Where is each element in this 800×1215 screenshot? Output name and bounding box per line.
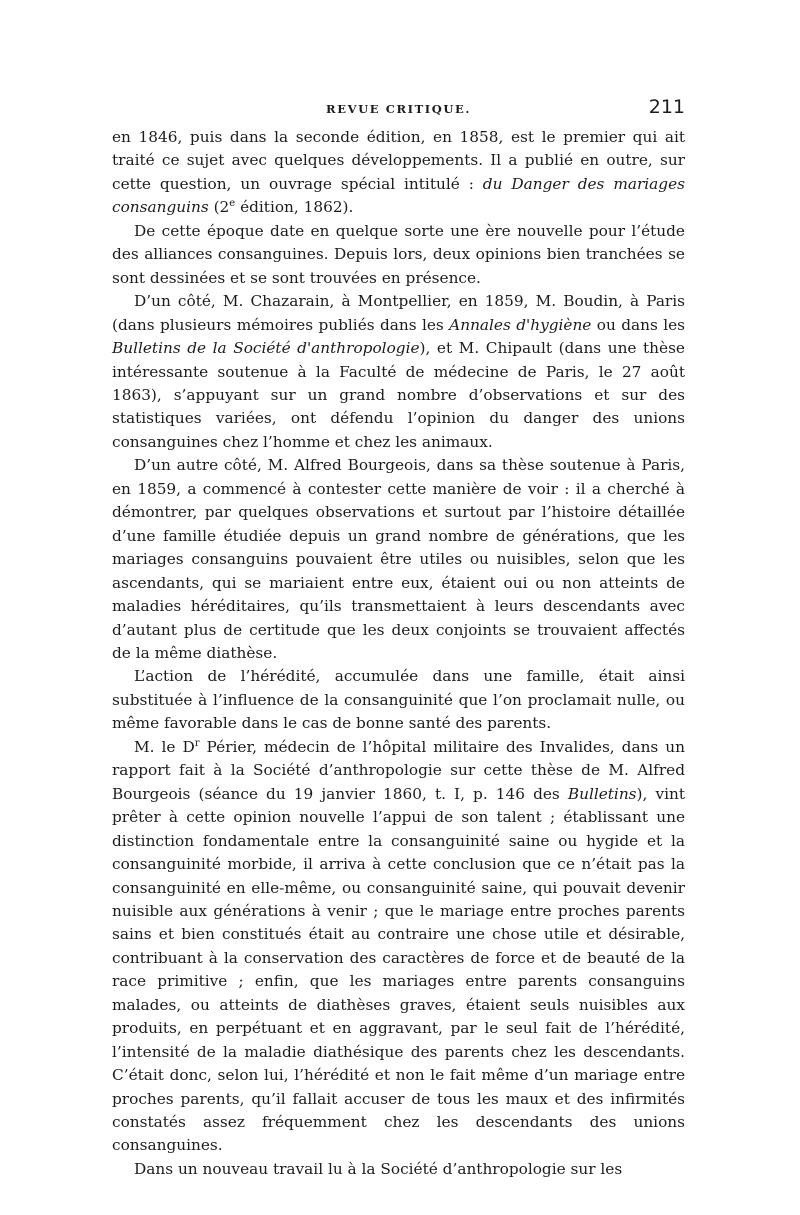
text-run: D’un côté, M. Chazarain, à Montpellier, en 1859, M. Boudin, à Paris (dans plusieurs mémoires publiés dans les	[112, 292, 685, 334]
running-title: REVUE CRITIQUE.	[326, 102, 471, 116]
text-run: ), vint prêter à cette opinion nouvelle l’appui de son talent ; établissant une distinction fondamentale entre la consanguinité saine ou hygide et la consanguinité morbide, il arriva à cette conclusion que ce n’était pas la consanguinité en elle-même, ou consanguinité saine, qui pouvait devenir nuisible aux générations à venir ; que le mariage entre proches parents sains et bien constitués était au contraire une chose utile et désirable, contribuant à la conservation des caractères de force et de beauté de la race primitive ; enfin, que les mariages entre parents consanguins malades, ou atteints de diathèses graves, étaient seuls nuisibles aux produits, en perpétuant et en aggravant, par le seul fait de l’hérédité, l’intensité de la maladie diathésique des parents chez les descendants. C’était donc, selon lui, l’hérédité et non le fait même d’un mariage entre proches parents, qu’il fallait accuser de tous les maux et des infirmités constatés assez fréquemment chez les descendants des unions consanguines.	[112, 784, 685, 1155]
page-number: 211	[648, 96, 685, 118]
paragraph	[112, 736, 685, 1158]
running-head	[112, 96, 685, 122]
text-run: D’un autre côté, M. Alfred Bourgeois, dans sa thèse soutenue à Paris, en 1859, a commencé à contester cette manière de voir : il a cherché à démontrer, par quelques observations et surtout par l’histoire détaillée d’une famille étudiée depuis un grand nombre de générations, que les mariages consanguins pouvaient être utiles ou nuisibles, selon que les ascendants, qui se mariaient entre eux, étaient oui ou non atteints de maladies héréditaires, qu’ils transmettaient à leurs descendants avec d’autant plus de certitude que les deux conjoints se trouvaient affectés de la même diathèse.	[112, 456, 685, 662]
paragraph	[112, 126, 685, 220]
italic-text: Bulletins	[567, 784, 637, 803]
book-page	[112, 96, 685, 1181]
superscript-text: e	[229, 198, 236, 210]
text-run: L’action de l’hérédité, accumulée dans une famille, était ainsi substituée à l’influence de la consanguinité que l’on proclamait nulle, ou même favorable dans le cas de bonne santé des parents.	[112, 667, 685, 733]
paragraph	[112, 454, 685, 665]
paragraph	[112, 220, 685, 290]
italic-text: du Danger des mariages consanguins	[112, 174, 685, 217]
body-text	[112, 126, 685, 1181]
superscript-text: r	[194, 737, 200, 749]
text-run: en 1846, puis dans la seconde édition, en 1858, est le premier qui ait traité ce sujet avec quelques développements. Il a publié en outre, sur cette question, un ouvrage spécial intitulé :	[112, 128, 685, 193]
paragraph	[112, 1158, 685, 1181]
text-run: ou dans les	[591, 315, 685, 334]
text-run: Périer, médecin de l’hôpital militaire des Invalides, dans un rapport fait à la Société d’anthropologie sur cette thèse de M. Alfred Bourgeois (séance du 19 janvier 1860, t. I, p. 146 des	[112, 737, 685, 803]
italic-text: Bulletins de la Société d'anthropologie	[112, 339, 420, 358]
text-run: ), et M. Chipault (dans une thèse intéressante soutenue à la Faculté de médecine de Paris, le 27 août 1863), s’appuyant sur un grand nombre d’observations et sur des statistiques variées, ont défendu l’opinion du danger des unions consanguines chez l’homme et chez les animaux.	[112, 339, 685, 451]
italic-text: Annales d'hygiène	[449, 315, 592, 334]
text-run: édition, 1862).	[235, 198, 354, 217]
text-run: Dans un nouveau travail lu à la Société d’anthropologie sur les	[134, 1159, 623, 1178]
paragraph	[112, 290, 685, 454]
text-run: M. le D	[134, 737, 195, 756]
text-run: De cette époque date en quelque sorte une ère nouvelle pour l’étude des alliances consanguines. Depuis lors, deux opinions bien tranchées se sont dessinées et se sont trouvées en présence.	[112, 221, 685, 287]
text-run: (2	[208, 198, 230, 217]
paragraph	[112, 665, 685, 735]
